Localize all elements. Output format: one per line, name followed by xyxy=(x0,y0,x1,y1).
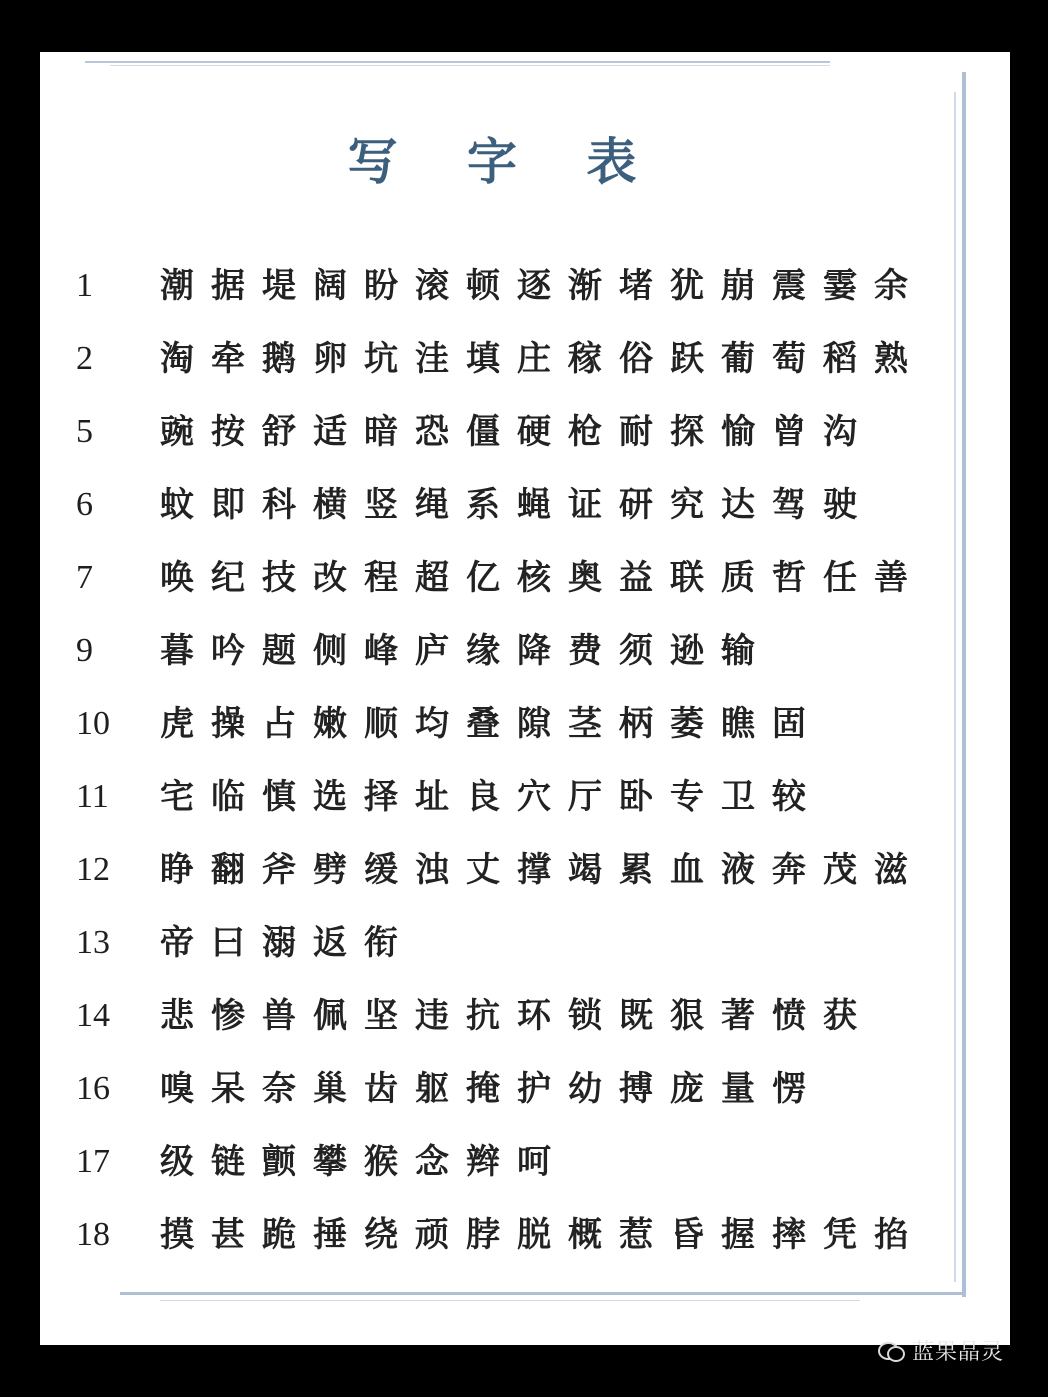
list-item xyxy=(40,1059,970,1119)
lesson-number: 1 xyxy=(76,267,93,304)
lesson-number: 17 xyxy=(76,1143,110,1180)
list-item xyxy=(40,1132,970,1192)
list-item xyxy=(40,402,970,462)
list-item xyxy=(40,694,970,754)
lesson-number: 12 xyxy=(76,851,110,888)
lesson-characters: 潮据堤阔盼滚顿逐渐堵犹崩震霎余 xyxy=(160,266,925,306)
lesson-number: 18 xyxy=(76,1216,110,1253)
lesson-characters: 唤纪技改程超亿核奥益联质哲任善 xyxy=(160,558,925,598)
lesson-number: 5 xyxy=(76,413,93,450)
lesson-characters: 摸甚跪捶绕顽脖脱概惹昏握摔凭掐 xyxy=(160,1215,925,1255)
list-item xyxy=(40,548,970,608)
page-frame-bottom xyxy=(120,1292,962,1295)
lesson-characters: 豌按舒适暗恐僵硬枪耐探愉曾沟 xyxy=(160,412,874,452)
lesson-number: 10 xyxy=(76,705,110,742)
list-item xyxy=(40,1205,970,1265)
watermark xyxy=(878,1335,1004,1365)
lesson-characters: 淘牵鹅卵坑洼填庄稼俗跃葡萄稻熟 xyxy=(160,339,925,379)
lesson-number: 13 xyxy=(76,924,110,961)
lesson-characters: 蚊即科横竖绳系蝇证研究达驾驶 xyxy=(160,485,874,525)
list-item xyxy=(40,840,970,900)
lesson-number: 6 xyxy=(76,486,93,523)
watermark-text: 蓝果晶灵 xyxy=(912,1339,1005,1365)
lesson-number: 2 xyxy=(76,340,93,377)
list-item xyxy=(40,913,970,973)
lesson-characters: 睁翻斧劈缓浊丈撑竭累血液奔茂滋 xyxy=(160,850,925,890)
wechat-icon xyxy=(878,1340,904,1360)
page-title: 写 字 表 xyxy=(347,132,663,191)
lesson-characters: 级链颤攀猴念辫呵 xyxy=(160,1142,568,1182)
lesson-characters: 虎操占嫩顺均叠隙茎柄萎瞧固 xyxy=(160,704,823,744)
lesson-number: 16 xyxy=(76,1070,110,1107)
lesson-number: 14 xyxy=(76,997,110,1034)
list-item xyxy=(40,475,970,535)
list-item xyxy=(40,767,970,827)
list-item xyxy=(40,329,970,389)
lesson-characters: 宅临慎选择址良穴厅卧专卫较 xyxy=(160,777,823,817)
page-frame-bottom-inner xyxy=(160,1300,860,1301)
lesson-number: 9 xyxy=(76,632,93,669)
lesson-number: 7 xyxy=(76,559,93,596)
lesson-characters: 暮吟题侧峰庐缘降费须逊输 xyxy=(160,631,772,671)
list-item xyxy=(40,256,970,316)
textbook-page xyxy=(40,52,1010,1345)
page-frame-top-inner xyxy=(110,65,830,66)
list-item xyxy=(40,986,970,1046)
lesson-characters: 悲惨兽佩坚违抗环锁既狠著愤获 xyxy=(160,996,874,1036)
lesson-characters: 帝曰溺返衔 xyxy=(160,923,415,963)
lesson-characters: 嗅呆奈巢齿躯掩护幼搏庞量愣 xyxy=(160,1069,823,1109)
page-frame-top xyxy=(85,61,830,63)
list-item xyxy=(40,621,970,681)
lesson-number: 11 xyxy=(76,778,109,815)
